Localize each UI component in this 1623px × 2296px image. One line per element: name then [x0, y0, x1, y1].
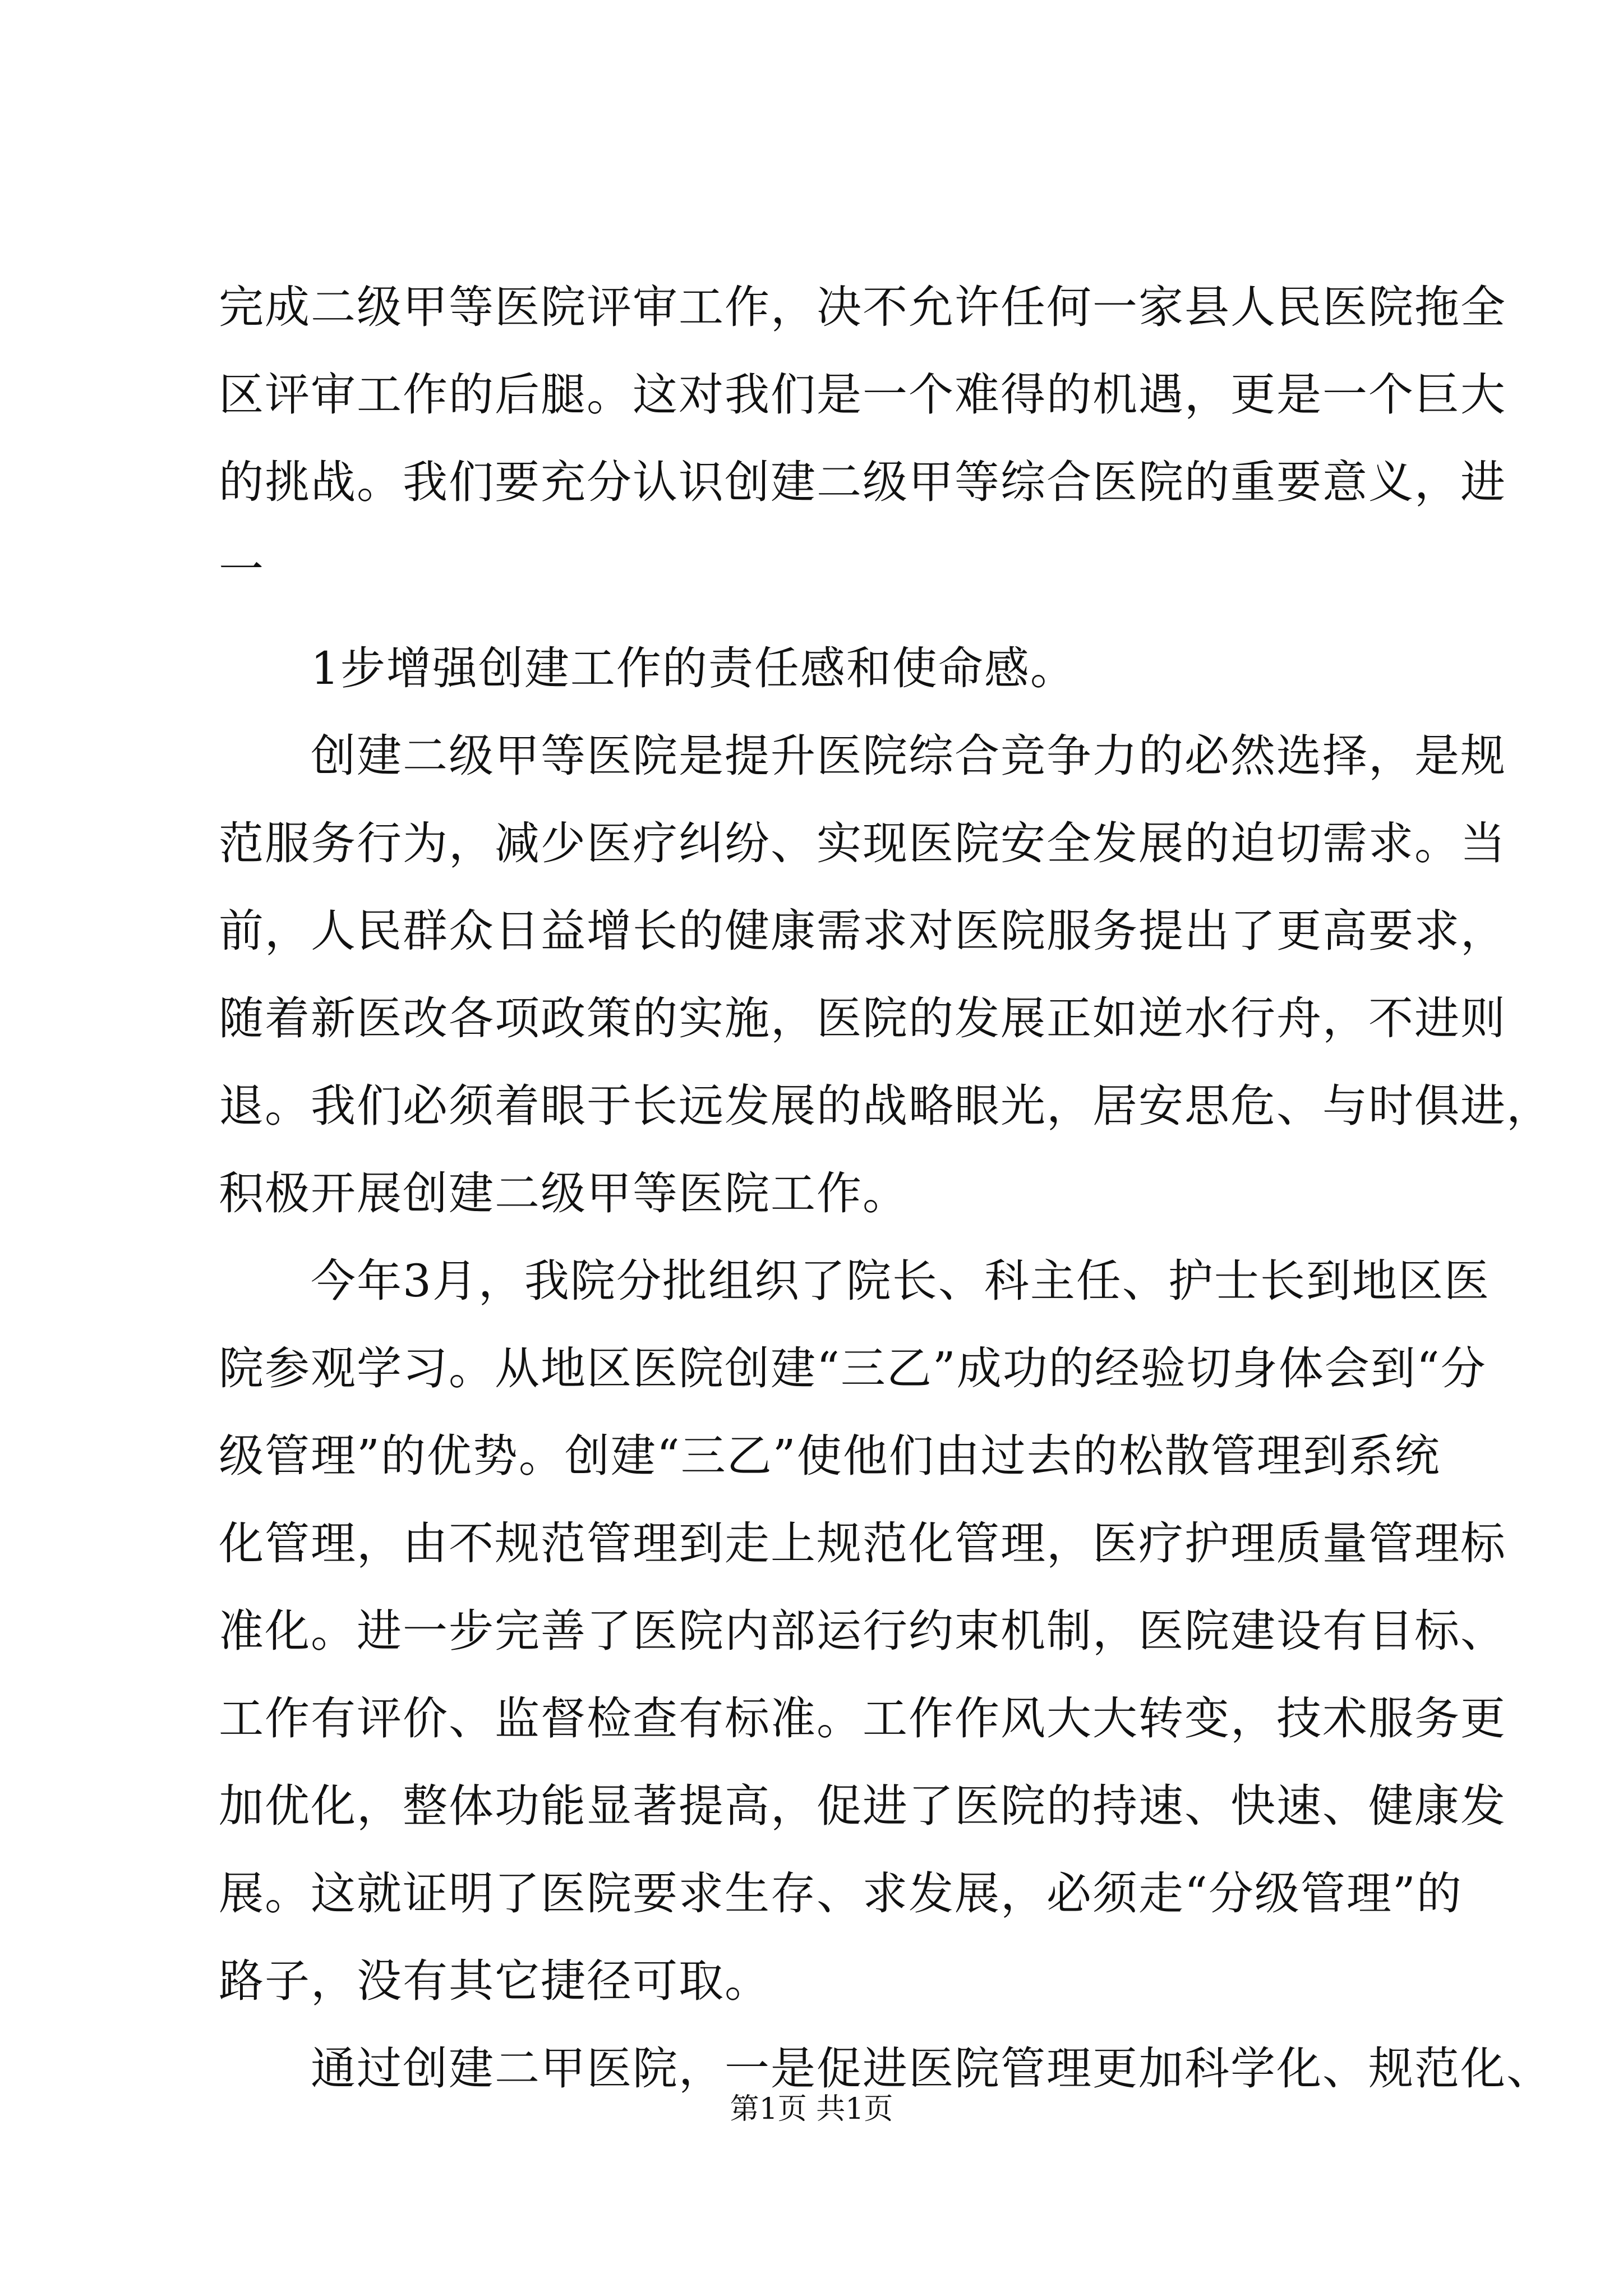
text-line: 的挑战。我们要充分认识创建二级甲等综合医院的重要意义，进: [219, 456, 1506, 508]
text-line: 前，人民群众日益增长的健康需求对医院服务提出了更高要求，: [219, 905, 1506, 957]
text-line: 级管理”的优势。创建“三乙”使他们由过去的松散管理到系统: [219, 1430, 1441, 1482]
text-line: 完成二级甲等医院评审工作，决不允许任何一家县人民医院拖全: [219, 281, 1506, 333]
text-line: 区评审工作的后腿。这对我们是一个难得的机遇，更是一个巨大: [219, 369, 1506, 421]
text-line: 退。我们必须着眼于长远发展的战略眼光，居安思危、与时俱进，: [219, 1080, 1552, 1132]
document-body: [219, 264, 1552, 2113]
page-footer: 第1页 共1页: [730, 2092, 893, 2126]
text-line: 一: [219, 544, 265, 596]
text-line: 路子，没有其它捷径可取。: [219, 1955, 771, 2007]
text-line: 工作有评价、监督检查有标准。工作作风大大转变，技术服务更: [219, 1692, 1506, 1745]
text-line: 准化。进一步完善了医院内部运行约束机制，医院建设有目标、: [219, 1605, 1506, 1657]
text-line: 积极开展创建二级甲等医院工作。: [219, 1167, 909, 1220]
text-line: 创建二级甲等医院是提升医院综合竞争力的必然选择，是规: [219, 730, 1506, 782]
text-line: 加优化，整体功能显著提高，促进了医院的持速、快速、健康发: [219, 1780, 1506, 1832]
text-line: 通过创建二甲医院，一是促进医院管理更加科学化、规范化、: [219, 2042, 1552, 2095]
text-line: 化管理，由不规范管理到走上规范化管理，医疗护理质量管理标: [219, 1517, 1506, 1570]
text-line: 随着新医改各项政策的实施，医院的发展正如逆水行舟，不进则: [219, 992, 1506, 1045]
text-line: 今年3月，我院分批组织了院长、科主任、护士长到地区医: [219, 1255, 1490, 1307]
text-line: 院参观学习。从地区医院创建“三乙”成功的经验切身体会到“分: [219, 1342, 1487, 1395]
text-line: 1步增强创建工作的责任感和使命感。: [219, 642, 1076, 694]
text-line: 范服务行为，减少医疗纠纷、实现医院安全发展的迫切需求。当: [219, 817, 1506, 869]
text-line: 展。这就证明了医院要求生存、求发展，必须走“分级管理”的: [219, 1867, 1463, 1920]
